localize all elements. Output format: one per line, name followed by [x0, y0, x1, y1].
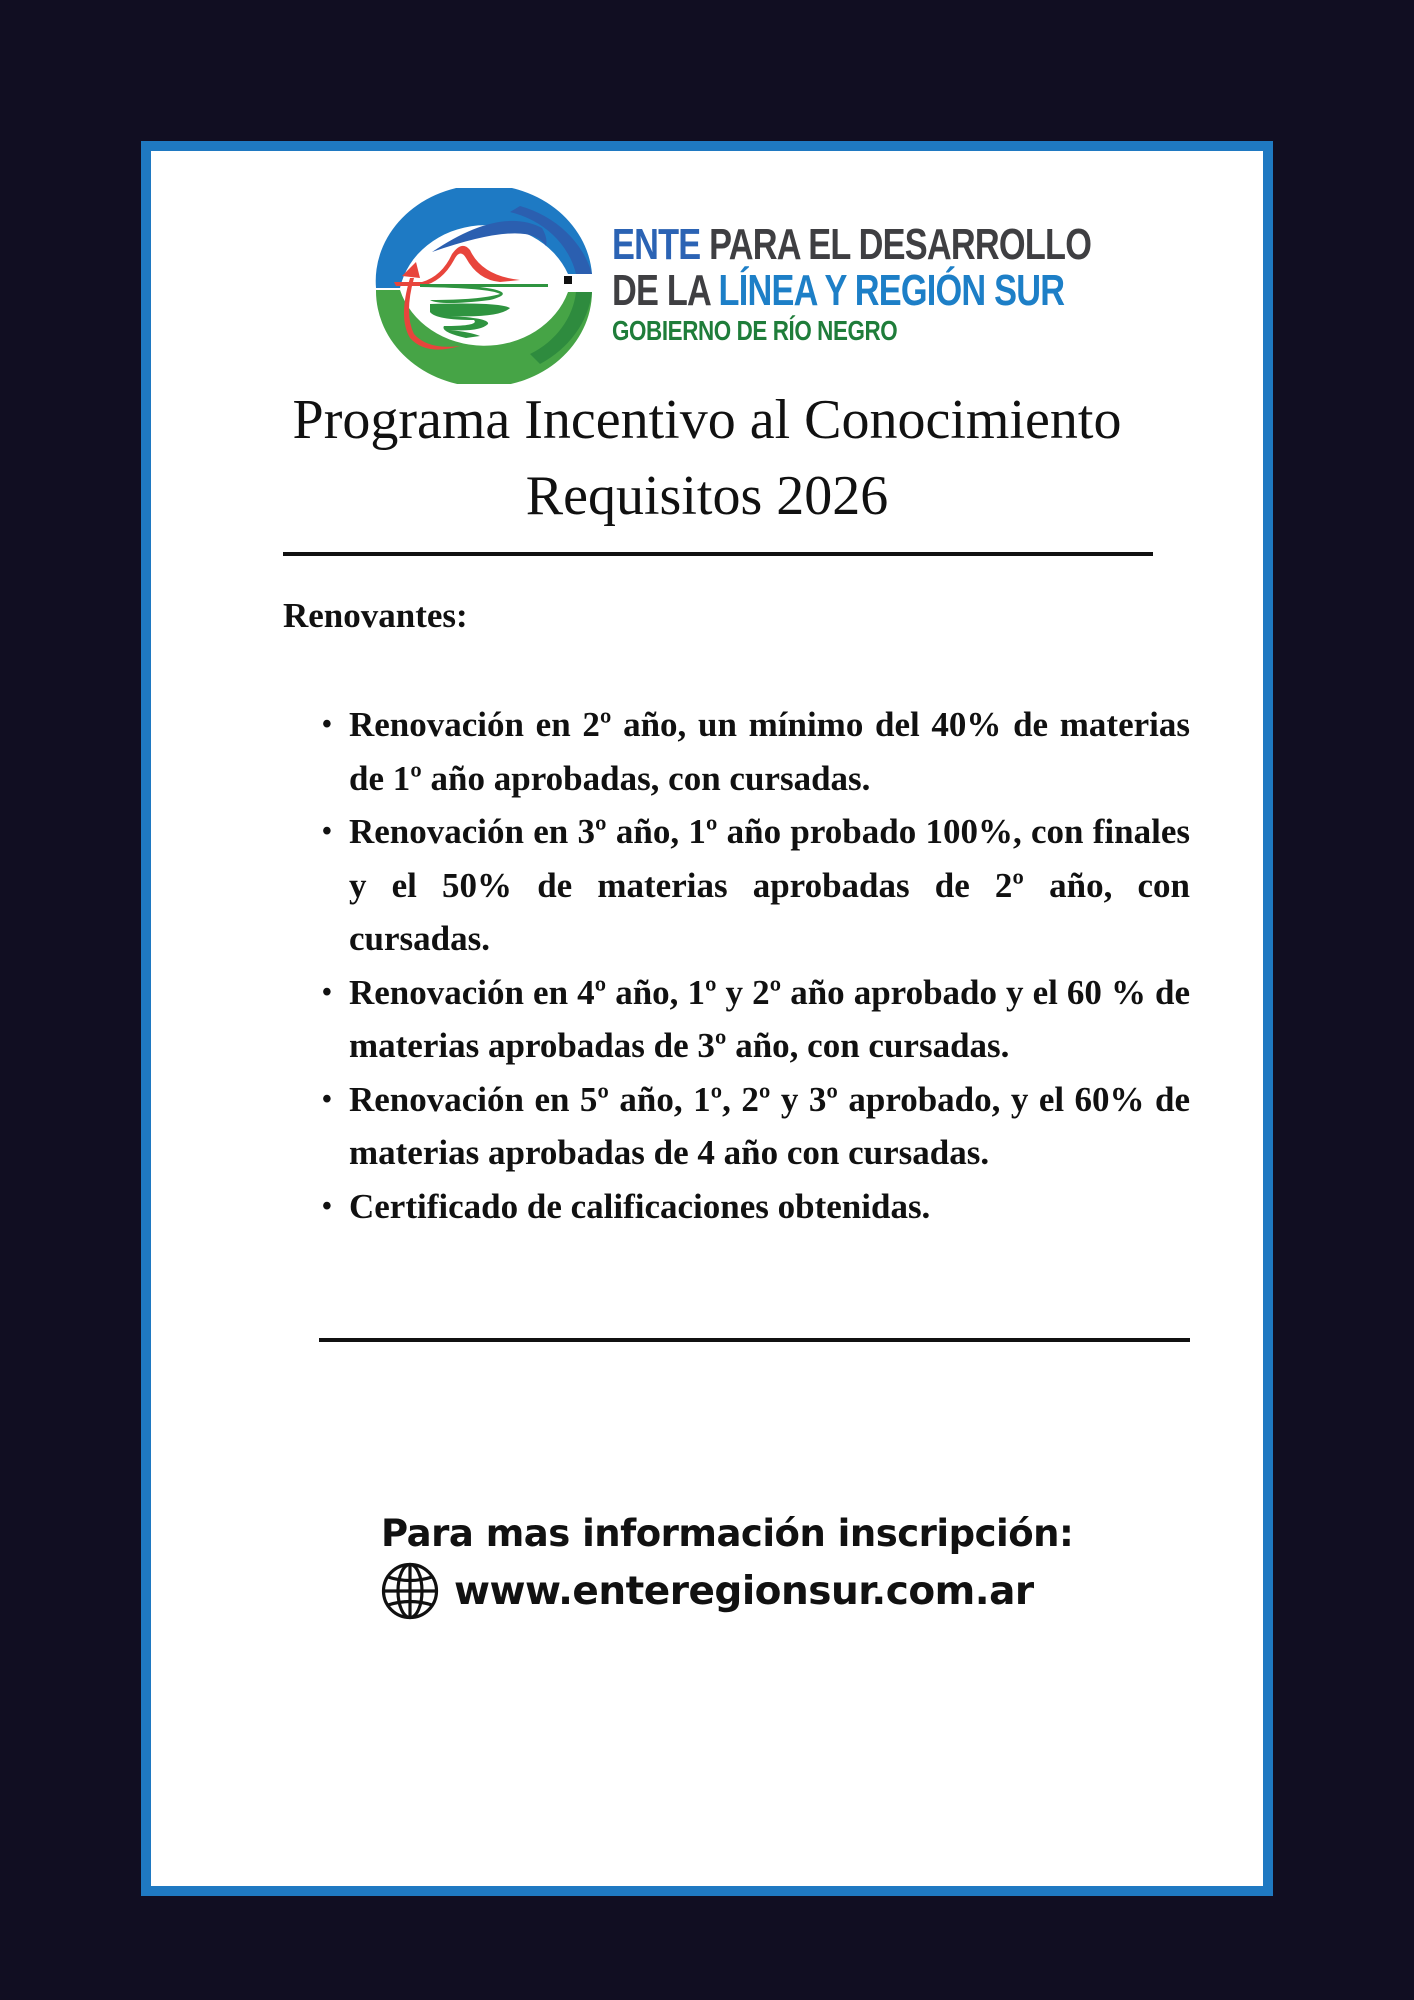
logo-text-para-el-desarrollo: PARA EL DESARROLLO	[709, 220, 1092, 269]
logo-word-ente: ENTE	[612, 220, 701, 269]
bullet-icon: •	[322, 976, 332, 1008]
list-item-text: Renovación en 5º año, 1º, 2º y 3º aprobado, y el 60% de materias aprobadas de 4 año con cursadas.	[349, 1079, 1190, 1172]
bullet-icon: •	[322, 1083, 332, 1115]
page-subtitle: Requisitos 2026	[525, 465, 889, 527]
website-link[interactable]: www.enteregionsur.com.ar	[454, 1568, 1034, 1614]
list-item-text: Renovación en 3º año, 1º año probado 100%, con finales y el 50% de materias aprobadas de 2º año, con cursadas.	[349, 812, 1190, 958]
list-item	[322, 805, 1190, 966]
list-item	[322, 966, 1190, 1073]
list-item	[322, 1073, 1190, 1180]
contact-heading: Para mas información inscripción:	[381, 1512, 1074, 1555]
list-item-text: Renovación en 2º año, un mínimo del 40% de materias de 1º año aprobadas, con cursadas.	[349, 705, 1190, 798]
logo-wordmark	[612, 222, 1226, 348]
requirements-list	[322, 698, 1190, 1233]
logo-line-2	[612, 268, 1091, 314]
contact-info	[381, 1506, 1073, 1620]
divider-top	[283, 552, 1153, 556]
logo-line-1	[612, 222, 1091, 268]
bullet-icon: •	[322, 816, 332, 847]
ente-region-sur-emblem-icon	[370, 188, 598, 384]
logo-text-linea-region-sur: LÍNEA Y REGIÓN SUR	[718, 266, 1065, 315]
logo-text-de-la: DE LA	[612, 266, 710, 315]
organization-logo	[370, 188, 1092, 384]
list-item	[322, 1180, 1190, 1234]
website-row	[381, 1562, 1073, 1620]
list-item-text: Renovación en 4º año, 1º y 2º año aprobado y el 60 % de materias aprobadas de 3º año, con cursadas.	[349, 972, 1190, 1065]
list-item	[322, 698, 1190, 805]
list-item-text: Certificado de calificaciones obtenidas.	[349, 1186, 931, 1226]
logo-text-gobierno: GOBIERNO DE RÍO NEGRO	[612, 315, 898, 346]
globe-icon	[381, 1562, 439, 1620]
page-title: Programa Incentivo al Conocimiento	[292, 389, 1122, 451]
section-heading: Renovantes:	[283, 596, 468, 635]
divider-bottom	[319, 1338, 1190, 1342]
bullet-icon: •	[322, 1190, 332, 1222]
bullet-icon: •	[322, 709, 332, 740]
